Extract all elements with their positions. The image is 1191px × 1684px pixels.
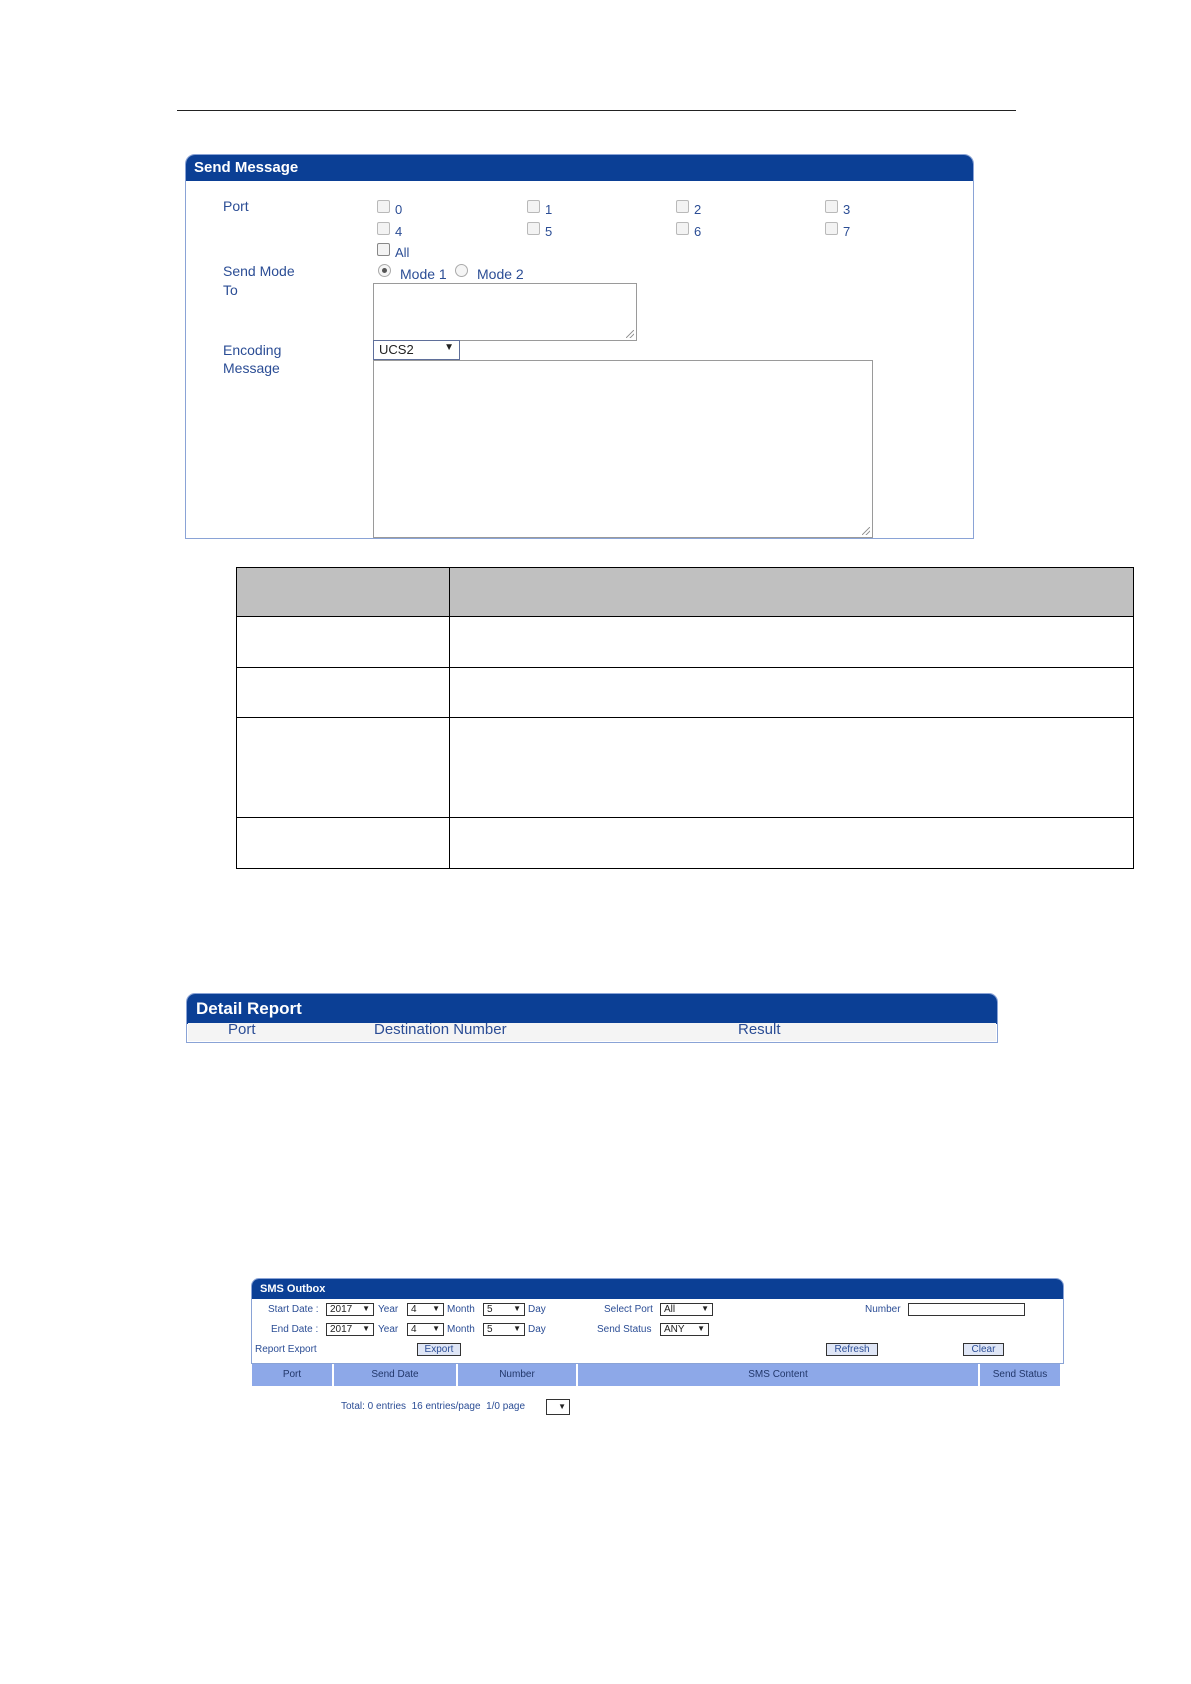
end-month-value: 4: [411, 1324, 417, 1335]
dropdown-arrow-icon: ▼: [513, 1324, 521, 1333]
dropdown-arrow-icon: ▼: [701, 1304, 709, 1313]
end-year-select[interactable]: [326, 1323, 374, 1336]
end-day-select[interactable]: [483, 1323, 525, 1336]
detail-col-result: Result: [738, 1021, 781, 1038]
end-year-label: Year: [378, 1324, 399, 1335]
description-table: [236, 567, 1134, 869]
start-day-value: 5: [487, 1304, 493, 1315]
export-button[interactable]: Export: [417, 1343, 461, 1356]
col-sms-content: SMS Content: [578, 1364, 978, 1386]
to-textarea[interactable]: [373, 283, 637, 341]
detail-col-destination: Destination Number: [374, 1021, 507, 1038]
dropdown-arrow-icon: ▼: [432, 1304, 440, 1313]
select-port-select[interactable]: [660, 1303, 713, 1316]
port-7-label: 7: [843, 224, 851, 239]
port-0-label: 0: [395, 202, 403, 217]
start-month-value: 4: [411, 1304, 417, 1315]
encoding-value: UCS2: [379, 342, 414, 357]
encoding-label: Encoding: [223, 342, 282, 358]
port-0-checkbox[interactable]: [377, 200, 390, 213]
table-row: [237, 718, 1134, 818]
port-2-label: 2: [694, 202, 702, 217]
mode-2-radio[interactable]: [455, 264, 468, 277]
page-header-rule: [177, 110, 1016, 111]
port-6-label: 6: [694, 224, 702, 239]
table-header-cell: [237, 568, 450, 617]
start-month-select[interactable]: [407, 1303, 444, 1316]
end-day-value: 5: [487, 1324, 493, 1335]
port-7-checkbox[interactable]: [825, 222, 838, 235]
dropdown-arrow-icon: ▼: [697, 1324, 705, 1333]
end-date-label: End Date :: [271, 1324, 319, 1335]
port-6-checkbox[interactable]: [676, 222, 689, 235]
dropdown-arrow-icon: ▼: [558, 1402, 566, 1411]
port-1-checkbox[interactable]: [527, 200, 540, 213]
sms-outbox-panel: [251, 1278, 1064, 1364]
end-month-label: Month: [447, 1324, 475, 1335]
col-port: Port: [252, 1364, 332, 1386]
report-export-label: Report Export: [255, 1344, 317, 1355]
message-label: Message: [223, 360, 280, 376]
port-all-checkbox[interactable]: [377, 243, 390, 256]
start-day-label: Day: [528, 1304, 546, 1315]
dropdown-arrow-icon: ▼: [362, 1304, 370, 1313]
detail-report-title: Detail Report: [187, 994, 997, 1024]
start-month-label: Month: [447, 1304, 475, 1315]
start-year-value: 2017: [330, 1304, 353, 1315]
table-cell: [450, 718, 1134, 818]
table-row: [237, 818, 1134, 869]
start-day-select[interactable]: [483, 1303, 525, 1316]
message-textarea[interactable]: [373, 360, 873, 538]
dropdown-arrow-icon: ▼: [362, 1324, 370, 1333]
send-message-title: Send Message: [186, 155, 973, 181]
table-cell: [237, 617, 450, 668]
mode-1-label: Mode 1: [400, 266, 447, 282]
port-5-checkbox[interactable]: [527, 222, 540, 235]
sms-outbox-title: SMS Outbox: [252, 1279, 1063, 1299]
send-status-select[interactable]: [660, 1323, 709, 1336]
refresh-button[interactable]: Refresh: [826, 1343, 878, 1356]
table-cell: [237, 668, 450, 718]
select-port-label: Select Port: [604, 1304, 653, 1315]
end-day-label: Day: [528, 1324, 546, 1335]
col-number: Number: [458, 1364, 576, 1386]
port-all-label: All: [395, 245, 410, 260]
port-5-label: 5: [545, 224, 553, 239]
select-port-value: All: [664, 1304, 676, 1315]
dropdown-arrow-icon: ▼: [513, 1304, 521, 1313]
start-year-select[interactable]: [326, 1303, 374, 1316]
detail-col-port: Port: [228, 1021, 256, 1038]
port-3-label: 3: [843, 202, 851, 217]
port-3-checkbox[interactable]: [825, 200, 838, 213]
resize-grip-icon[interactable]: [862, 527, 870, 535]
send-status-label: Send Status: [597, 1324, 652, 1335]
dropdown-arrow-icon: ▼: [444, 342, 454, 353]
col-send-date: Send Date: [334, 1364, 456, 1386]
detail-report-header-bg: [188, 1023, 996, 1041]
encoding-select[interactable]: [373, 340, 460, 360]
pagination-text: Total: 0 entries 16 entries/page 1/0 page: [341, 1401, 526, 1412]
table-cell: [237, 718, 450, 818]
table-header-cell: [450, 568, 1134, 617]
port-label: Port: [223, 198, 249, 214]
port-1-label: 1: [545, 202, 553, 217]
mode-2-label: Mode 2: [477, 266, 524, 282]
clear-button[interactable]: Clear: [963, 1343, 1004, 1356]
to-label: To: [223, 282, 238, 298]
send-status-value: ANY: [664, 1324, 685, 1335]
end-year-value: 2017: [330, 1324, 353, 1335]
table-row: [237, 617, 1134, 668]
resize-grip-icon[interactable]: [626, 330, 634, 338]
mode-1-radio[interactable]: [378, 264, 391, 277]
port-4-label: 4: [395, 224, 403, 239]
send-mode-label: Send Mode: [223, 263, 295, 279]
table-cell: [237, 818, 450, 869]
number-label: Number: [865, 1304, 901, 1315]
end-month-select[interactable]: [407, 1323, 444, 1336]
page-select[interactable]: [546, 1399, 570, 1415]
port-2-checkbox[interactable]: [676, 200, 689, 213]
table-row: [237, 668, 1134, 718]
table-cell: [450, 668, 1134, 718]
start-year-label: Year: [378, 1304, 399, 1315]
table-cell: [450, 617, 1134, 668]
table-header-row: [237, 568, 1134, 617]
number-input[interactable]: [908, 1303, 1025, 1316]
col-send-status: Send Status: [980, 1364, 1060, 1386]
dropdown-arrow-icon: ▼: [432, 1324, 440, 1333]
table-cell: [450, 818, 1134, 869]
port-4-checkbox[interactable]: [377, 222, 390, 235]
start-date-label: Start Date :: [268, 1304, 319, 1315]
